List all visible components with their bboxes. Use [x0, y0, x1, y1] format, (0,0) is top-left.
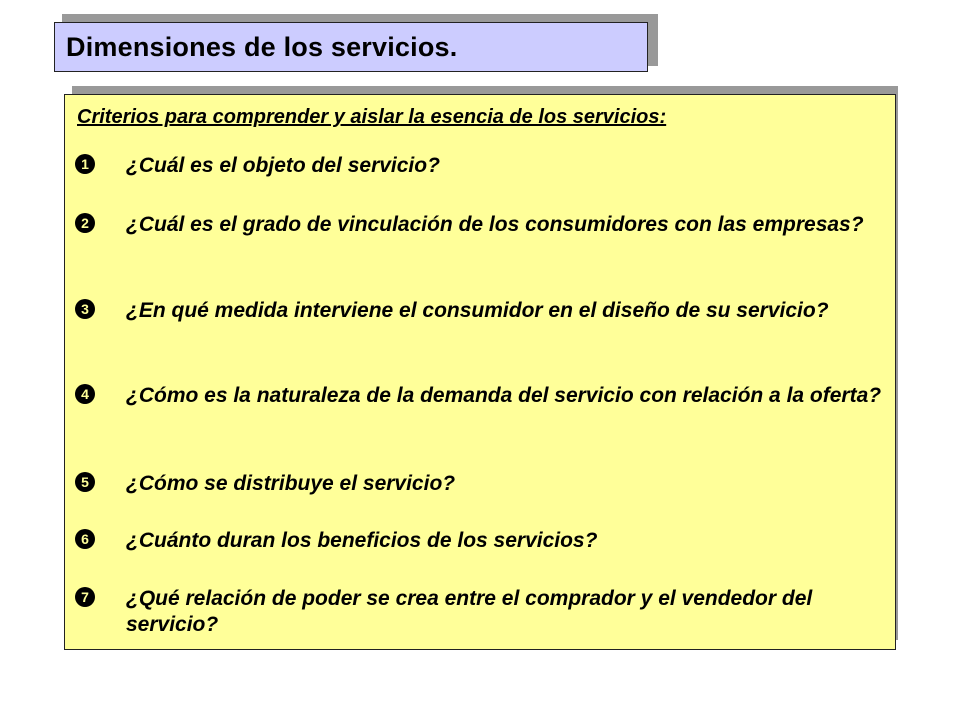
number-1-icon: 1 [75, 154, 95, 174]
question-text: ¿En qué medida interviene el consumidor en el diseño de su servicio? [126, 299, 829, 322]
question-text: ¿Cuál es el grado de vinculación de los consumidores con las empresas? [126, 213, 864, 236]
number-7-icon: 7 [75, 587, 95, 607]
criteria-heading: Criterios para comprender y aislar la esencia de los servicios: [77, 106, 667, 128]
question-text: ¿Cómo se distribuye el servicio? [126, 472, 456, 495]
question-text: ¿Qué relación de poder se crea entre el comprador y el vendedor del servicio? [126, 587, 813, 636]
number-5-icon: 5 [75, 472, 95, 492]
question-text: ¿Cuánto duran los beneficios de los servicios? [126, 529, 598, 552]
question-text: ¿Cómo es la naturaleza de la demanda del servicio con relación a la oferta? [126, 384, 882, 407]
question-text: ¿Cuál es el objeto del servicio? [126, 154, 440, 177]
number-2-icon: 2 [75, 213, 95, 233]
number-4-icon: 4 [75, 384, 95, 404]
number-3-icon: 3 [75, 299, 95, 319]
slide-title: Dimensiones de los servicios. [66, 31, 458, 62]
number-6-icon: 6 [75, 529, 95, 549]
content-box [64, 94, 896, 650]
title-box [54, 22, 648, 72]
